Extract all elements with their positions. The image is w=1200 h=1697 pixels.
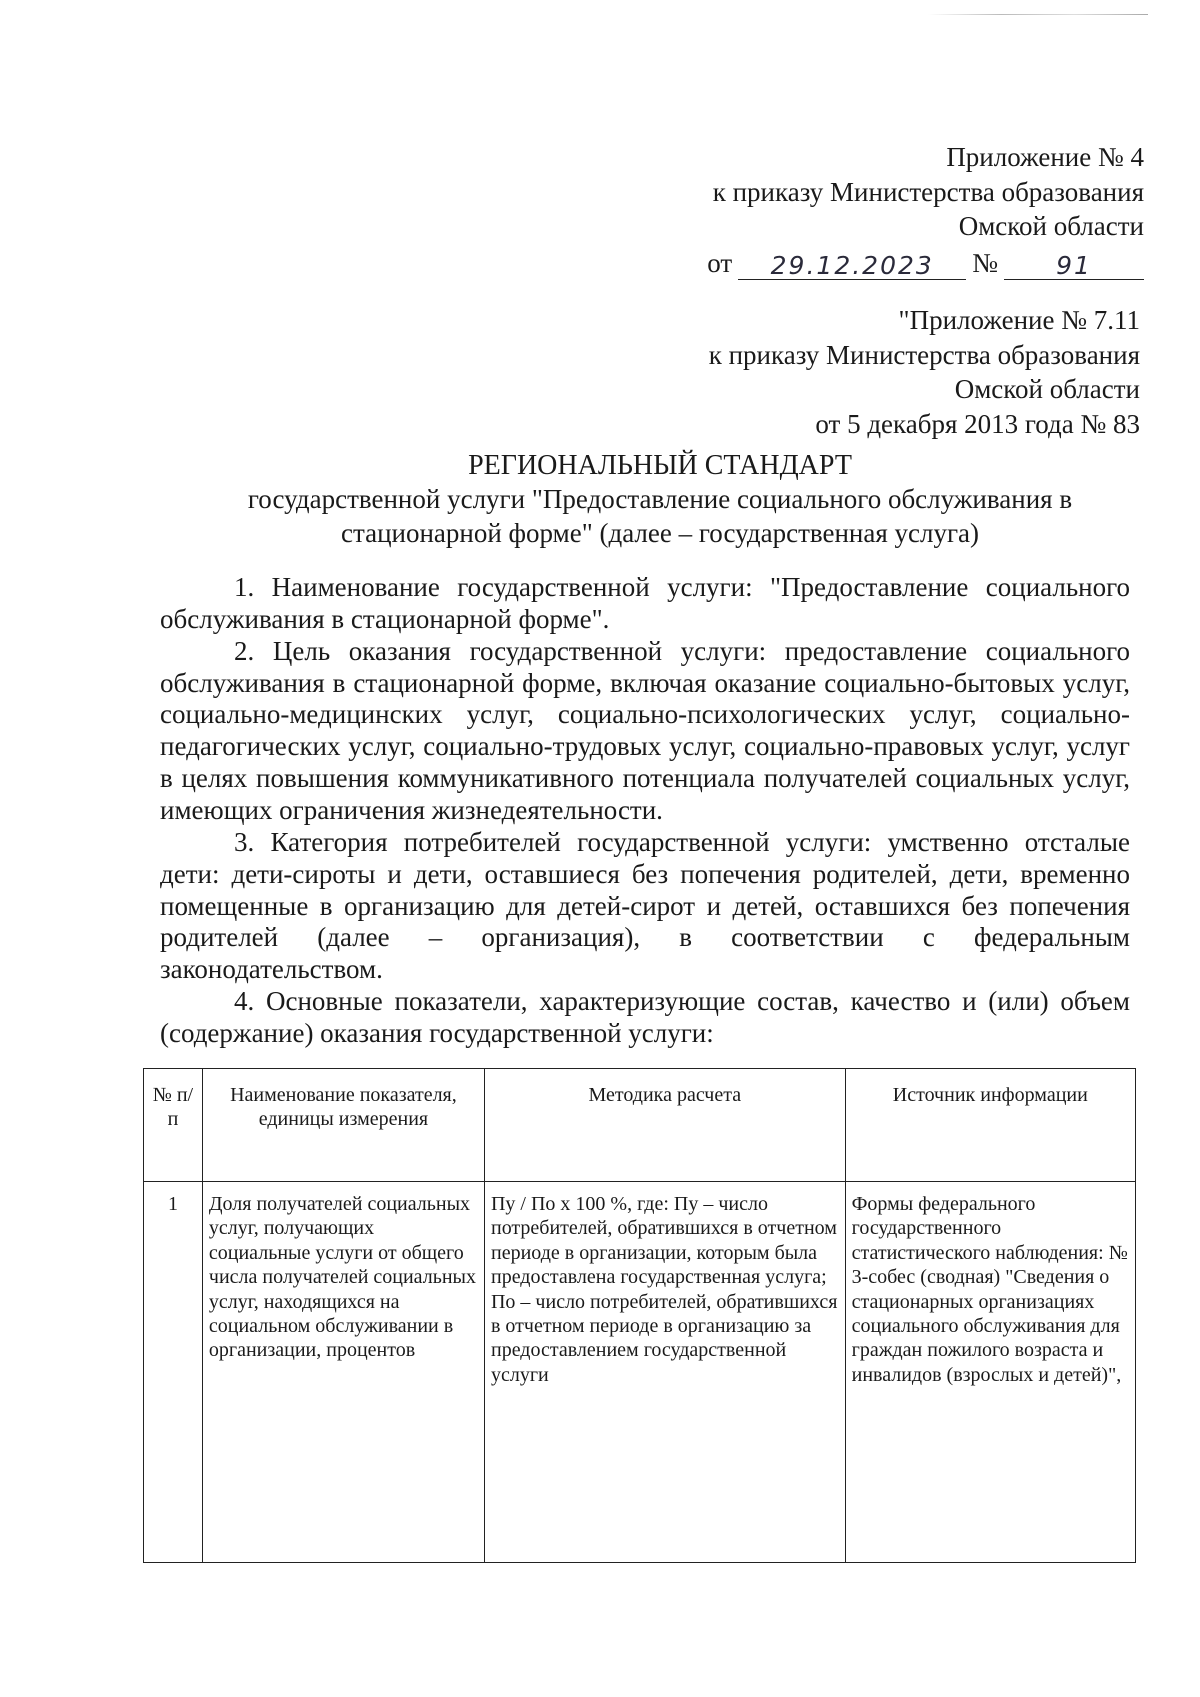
header-cell-method: Методика расчета	[484, 1069, 845, 1182]
cell-source: Формы федерального государственного статистического наблюдения: № 3-собес (сводная) "Сведения о стационарных организациях социального обслуживания для граждан пожилого возраста и инвалидов (взрослых и детей)",	[845, 1182, 1135, 1563]
scan-artifact	[928, 14, 1148, 15]
title-main: РЕГИОНАЛЬНЫЙ СТАНДАРТ	[468, 450, 852, 481]
header-cell-indicator: Наименование показателя, единицы измерения	[202, 1069, 484, 1182]
document-title	[160, 448, 1160, 551]
handwritten-date: 29.12.2023	[738, 253, 966, 280]
appendix-line: Омской области	[958, 211, 1144, 242]
previous-appendix-header	[709, 303, 1140, 441]
handwritten-number: 91	[1004, 253, 1144, 280]
header-cell-number: № п/п	[144, 1069, 203, 1182]
from-label: от	[707, 247, 733, 278]
appendix-date-row	[707, 246, 1144, 281]
appendix-line: к приказу Министерства образования	[708, 339, 1140, 370]
appendix-line: Приложение № 4	[946, 142, 1144, 172]
appendix-line: от 5 декабря 2013 года № 83	[815, 408, 1140, 439]
appendix-line: "Приложение № 7.11	[898, 305, 1140, 335]
appendix-header	[707, 140, 1144, 280]
table-row	[144, 1182, 1136, 1563]
table-header-row	[144, 1069, 1136, 1182]
paragraph: 1. Наименование государственной услуги: "Предоставление социального обслуживания в стационарной форме".	[160, 572, 1130, 634]
appendix-line: к приказу Министерства образования	[712, 176, 1144, 207]
paragraph: 4. Основные показатели, характеризующие состав, качество и (или) объем (содержание) оказания государственной услуги:	[160, 986, 1130, 1049]
number-label: №	[972, 247, 998, 278]
paragraph: 3. Категория потребителей государственной услуги: умственно отсталые дети: дети-сироты и дети, оставшиеся без попечения родителей, дети, временно помещенные в организацию для детей-сирот и детей, оставшихся без попечения родителей (далее – организация), в соответствии с федеральным законодательством.	[160, 826, 1130, 985]
paragraph: 2. Цель оказания государственной услуги: предоставление социального обслуживания в стационарной форме, включая оказание социально-бытовых услуг, социально-медицинских услуг, социально-психологических услуг, социально-педагогических услуг, социально-трудовых услуг, социально-правовых услуг, услуг в целях повышения коммуникативного потенциала получателей социальных услуг, имеющих ограничения жизнедеятельности.	[160, 635, 1130, 826]
cell-number: 1	[144, 1182, 203, 1563]
header-cell-source: Источник информации	[845, 1069, 1135, 1182]
cell-method: Пу / По х 100 %, где: Пу – число потребителей, обратившихся в отчетном периоде в организации, которым была предоставлена государственная услуга; По – число потребителей, обратившихся в отчетном периоде в организацию за предоставлением государственной услуги	[484, 1182, 845, 1563]
appendix-line: Омской области	[954, 374, 1140, 405]
title-sub-line: стационарной форме" (далее – государственная услуга)	[340, 517, 980, 548]
title-sub-line: государственной услуги "Предоставление социального обслуживания в	[247, 484, 1073, 514]
cell-indicator: Доля получателей социальных услуг, получающих социальные услуги от общего числа получателей социальных услуг, находящихся на социальном обслуживании в организации, процентов	[202, 1182, 484, 1563]
indicators-table	[143, 1068, 1136, 1563]
document-body	[160, 572, 1130, 1050]
